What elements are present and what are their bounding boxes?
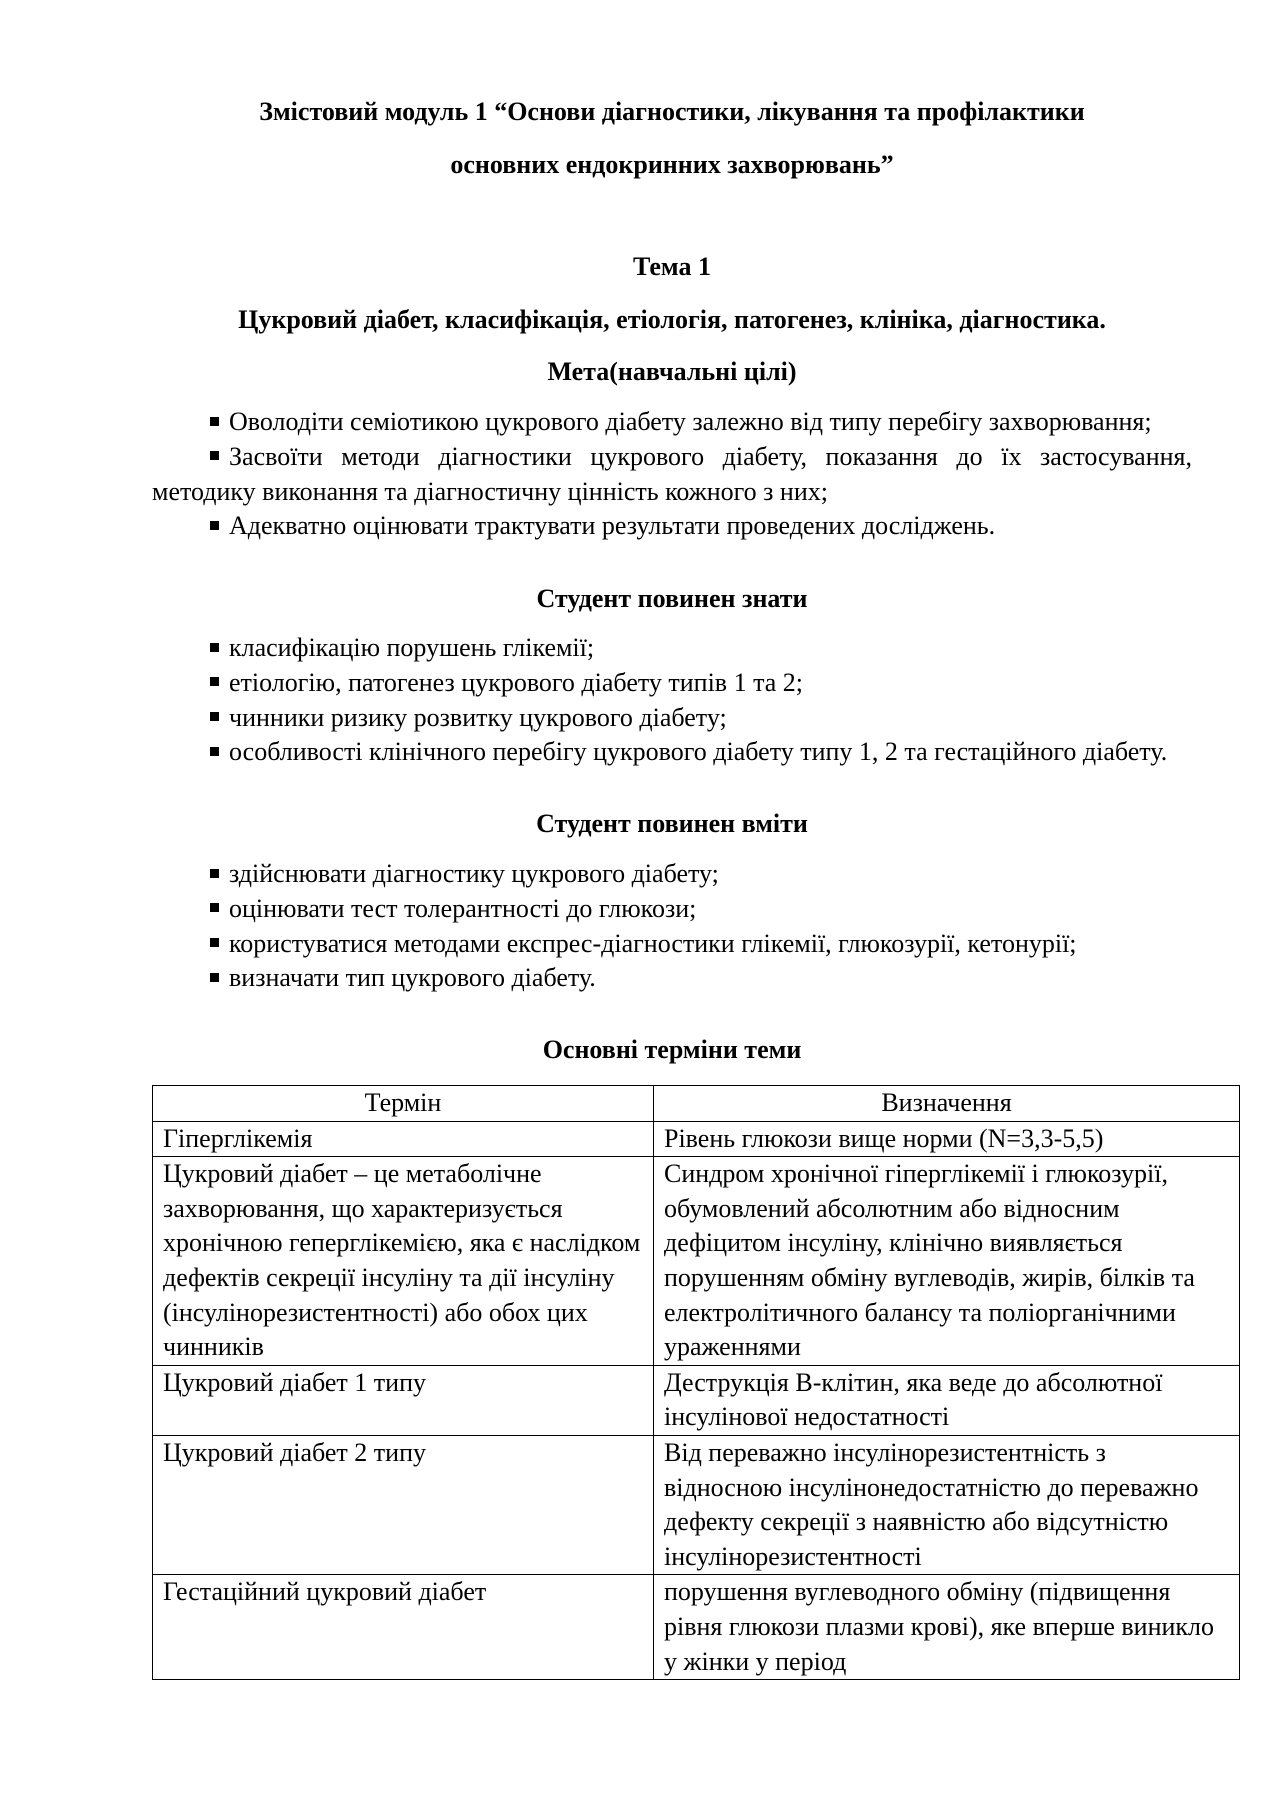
- bullet-square-icon: [210, 973, 219, 982]
- term-cell: Цукровий діабет 2 типу: [153, 1435, 654, 1574]
- table-row: [153, 1365, 1240, 1435]
- list-item: Адекватно оцінювати трактувати результати проведених досліджень.: [152, 509, 1192, 544]
- list-item: оцінювати тест толерантності до глюкози;: [152, 892, 1192, 927]
- list-item: Засвоїти методи діагностики цукрового діабету, показання до їх застосування, методику виконання та діагностичну цінність кожного з них;: [152, 441, 1192, 506]
- topic-title: Цукровий діабет, класифікація, етіологія, патогенез, клініка, діагностика.: [238, 305, 1106, 334]
- list-item: здійснювати діагностику цукрового діабету;: [152, 857, 1192, 892]
- must-know-heading: Студент повинен знати: [536, 584, 808, 613]
- bullet-square-icon: [210, 451, 219, 460]
- term-cell: Гестаційний цукровий діабет: [153, 1575, 654, 1680]
- bullet-square-icon: [210, 903, 219, 912]
- term-cell: Цукровий діабет 1 типу: [153, 1365, 654, 1435]
- definition-cell: Від переважно інсулінорезистентність з відносною інсулінонедостатністю до переважно дефекту секреції з наявністю або відсутністю інсулінорезистентності: [654, 1435, 1240, 1574]
- list-item: Оволодіти семіотикою цукрового діабету залежно від типу перебігу захворювання;: [152, 405, 1192, 440]
- table-header-row: [153, 1086, 1240, 1122]
- list-item: визначати тип цукрового діабету.: [152, 961, 1192, 996]
- module-title-line-2: основних ендокринних захворювань”: [450, 150, 894, 179]
- definition-cell: Деструкція В-клітин, яка веде до абсолютної інсулінової недостатності: [654, 1365, 1240, 1435]
- table-row: [153, 1575, 1240, 1680]
- bullet-square-icon: [210, 869, 219, 878]
- table-row: [153, 1121, 1240, 1157]
- term-cell: Гіперглікемія: [153, 1121, 654, 1157]
- list-item: особливості клінічного перебігу цукрового діабету типу 1, 2 та гестаційного діабету.: [152, 735, 1192, 770]
- definition-cell: Рівень глюкози вище норми (N=3,3-5,5): [654, 1121, 1240, 1157]
- definition-cell: Синдром хронічної гіперглікемії і глюкозурії, обумовлений абсолютним або відносним дефіцитом інсуліну, клінічно виявляється порушенням обміну вуглеводів, жирів, білків та електролітичного балансу та поліорганічними ураженнями: [654, 1157, 1240, 1366]
- must-be-able-heading: Студент повинен вміти: [536, 809, 808, 838]
- topic-number: Тема 1: [633, 252, 711, 281]
- bullet-square-icon: [210, 417, 219, 426]
- definition-cell: порушення вуглеводного обміну (підвищення рівня глюкози плазми крові), яке вперше виникло у жінки у період: [654, 1575, 1240, 1680]
- module-title-line-1: Змістовий модуль 1 “Основи діагностики, лікування та профілактики: [259, 97, 1085, 126]
- list-item: чинники ризику розвитку цукрового діабету;: [152, 701, 1192, 736]
- bullet-square-icon: [210, 643, 219, 652]
- term-cell: Цукровий діабет – це метаболічне захворювання, що характеризується хронічною геперглікемією, яка є наслідком дефектів секреції інсуліну та дії інсуліну (інсулінорезистентності) або обох цих чинників: [153, 1157, 654, 1366]
- bullet-square-icon: [210, 712, 219, 721]
- bullet-square-icon: [210, 747, 219, 756]
- bullet-square-icon: [210, 521, 219, 530]
- terms-heading: Основні терміни теми: [542, 1035, 802, 1064]
- goals-heading: Мета(навчальні цілі): [547, 357, 797, 386]
- column-header-term: Термін: [153, 1086, 654, 1122]
- bullet-square-icon: [210, 677, 219, 686]
- goals-list: [152, 405, 1192, 544]
- list-item: користуватися методами експрес-діагностики глікемії, глюкозурії, кетонурії;: [152, 927, 1192, 962]
- list-item: класифікацію порушень глікемії;: [152, 631, 1192, 666]
- list-item: етіологію, патогенез цукрового діабету типів 1 та 2;: [152, 666, 1192, 701]
- terms-table: [152, 1085, 1240, 1680]
- must-be-able-list: [152, 857, 1192, 996]
- bullet-square-icon: [210, 938, 219, 947]
- table-row: [153, 1435, 1240, 1574]
- must-know-list: [152, 631, 1192, 770]
- table-row: [153, 1157, 1240, 1366]
- column-header-definition: Визначення: [654, 1086, 1240, 1122]
